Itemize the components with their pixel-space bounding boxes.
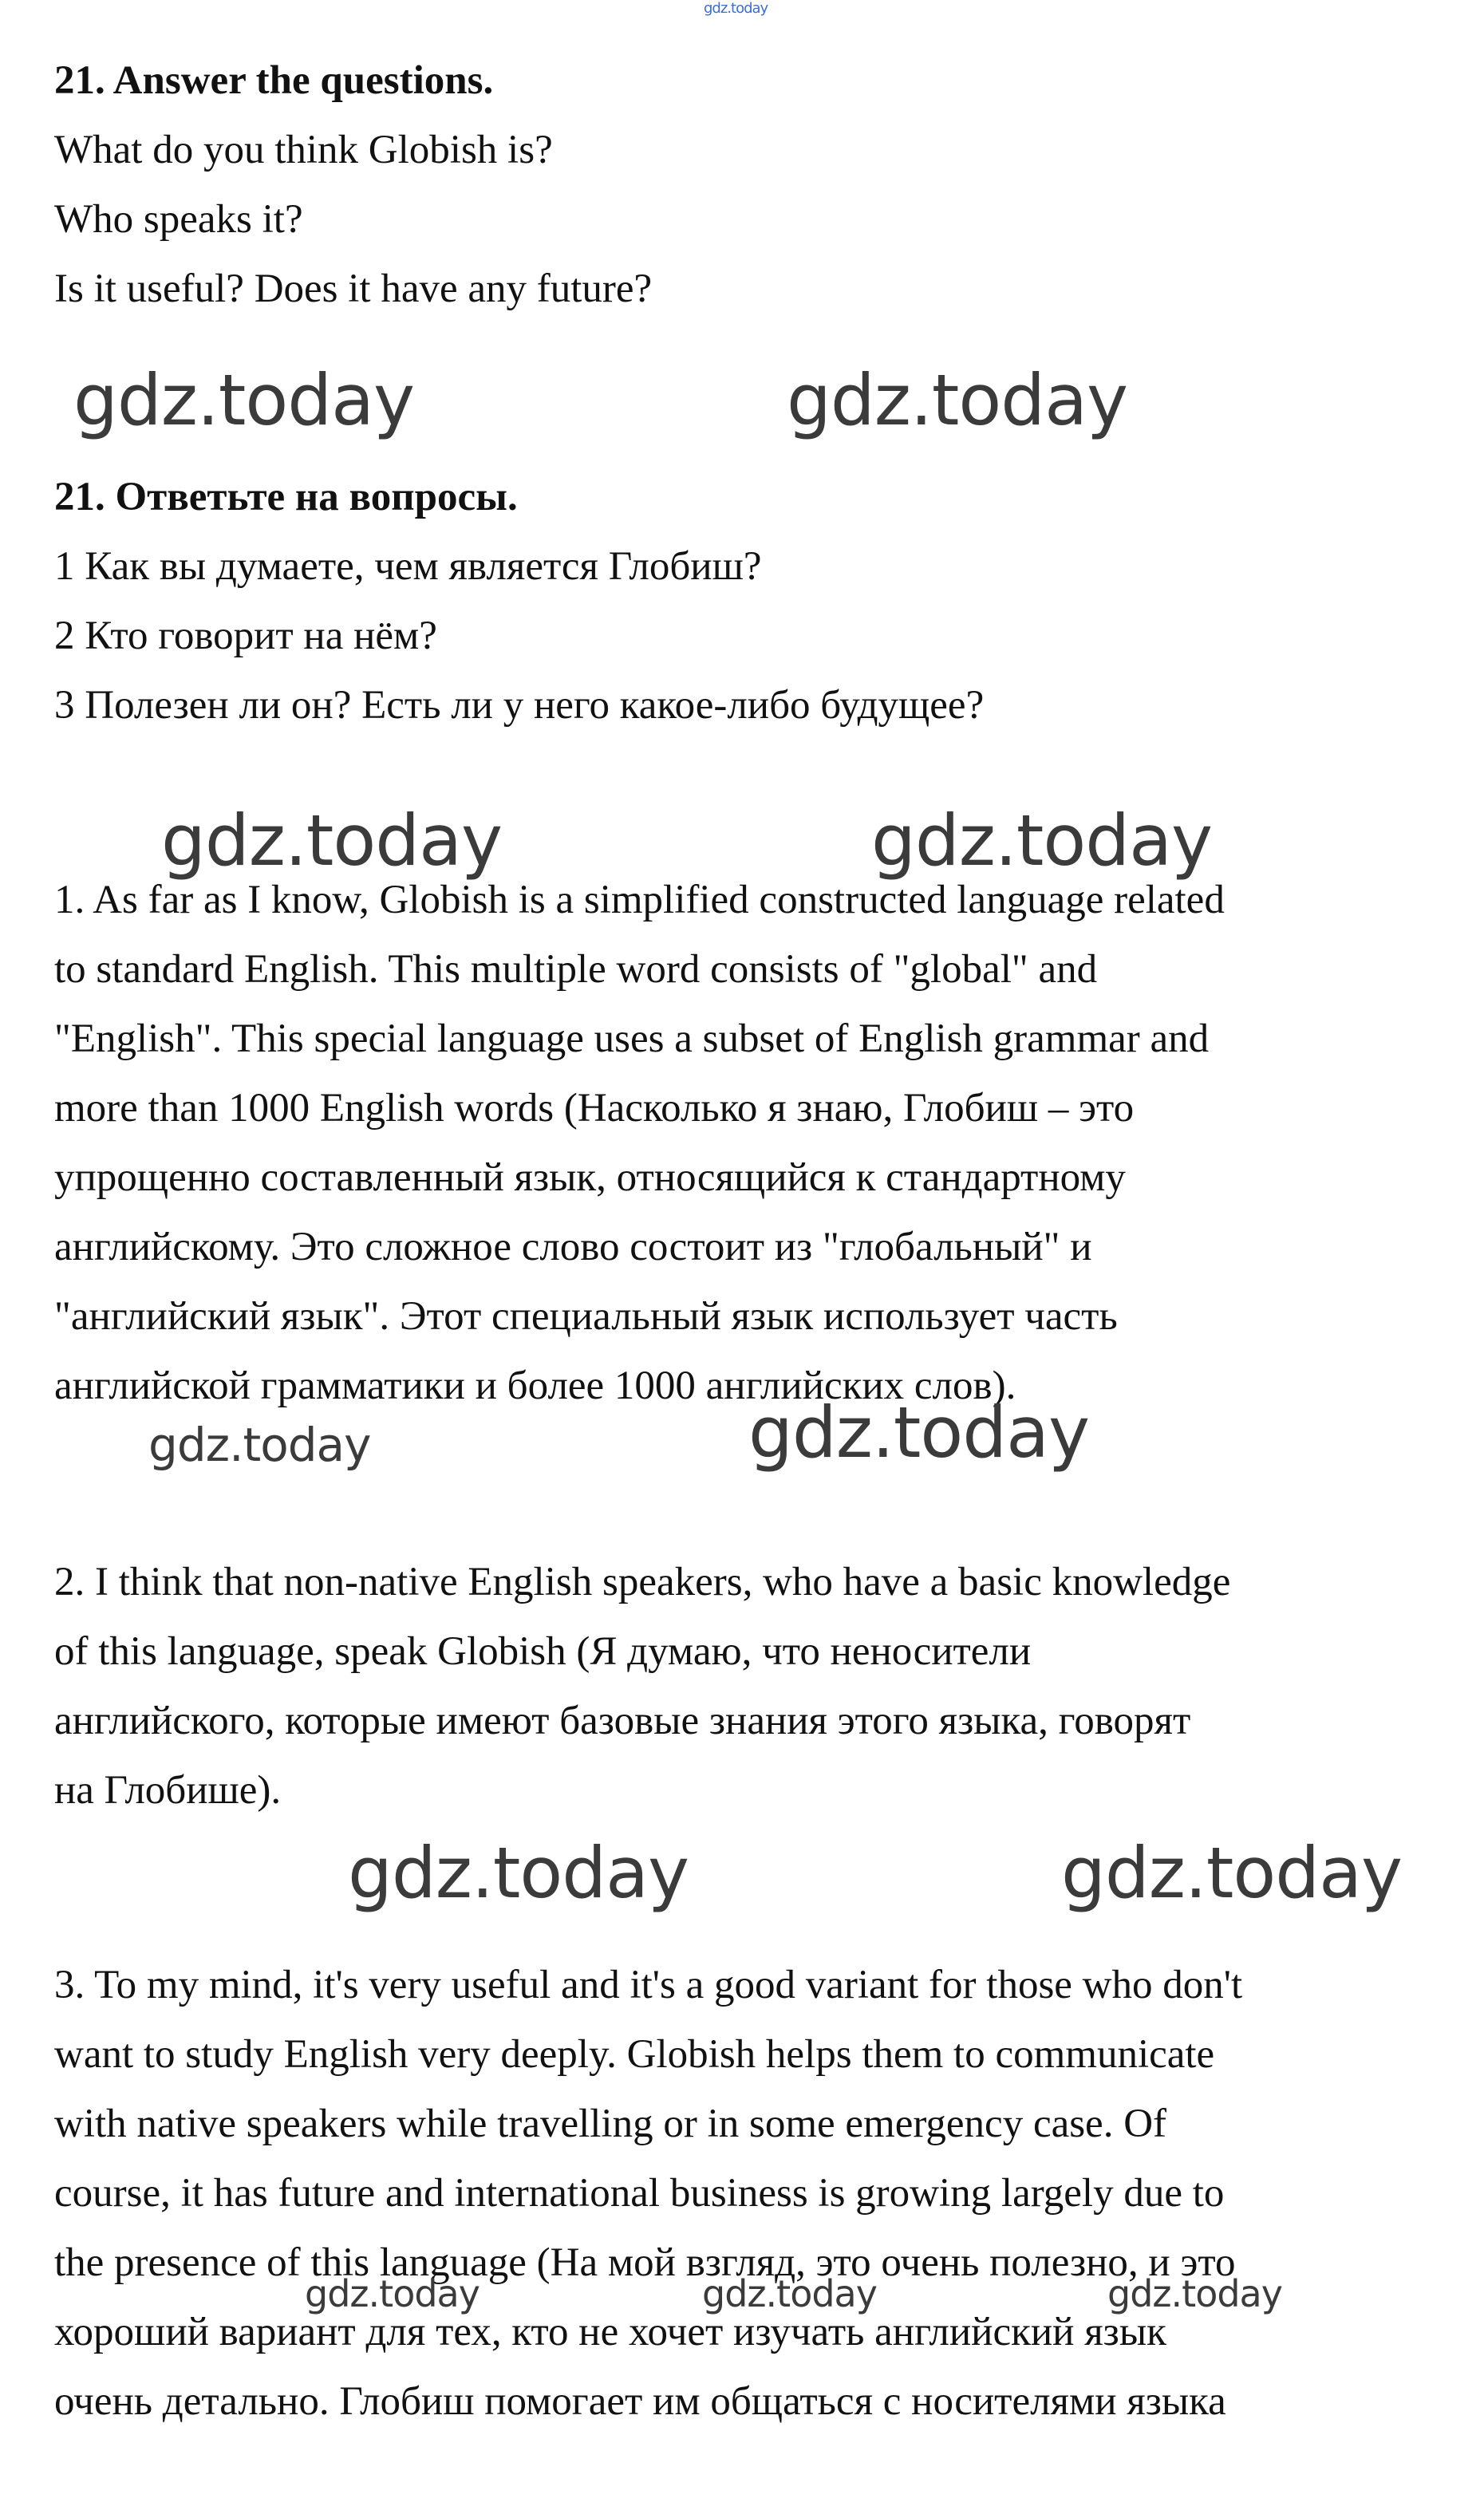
question-en-2: Who speaks it? <box>54 197 303 242</box>
answer2-line: на Глобише). <box>54 1768 282 1813</box>
answer3-line: 3. To my mind, it's very useful and it's a good variant for those who don't <box>54 1963 1243 2007</box>
answer3-line: with native speakers while travelling or in some emergency case. Of <box>54 2102 1167 2146</box>
question-ru-2: 2 Кто говорит на нём? <box>54 614 437 658</box>
watermark: gdz.today <box>702 2272 877 2315</box>
watermark: gdz.today <box>1061 1832 1403 1914</box>
answer3-line: хороший вариант для тех, кто не хочет изучать английский язык <box>54 2310 1166 2354</box>
answer1-line: "English". This special language uses a subset of English grammar and <box>54 1016 1210 1061</box>
question-ru-1: 1 Как вы думаете, чем является Глобиш? <box>54 544 762 589</box>
answer1-line: "английский язык". Этот специальный язык использует часть <box>54 1294 1118 1339</box>
watermark: gdz.today <box>787 359 1128 441</box>
answer1-line: to standard English. This multiple word consists of "global" and <box>54 947 1098 992</box>
answer3-line: the presence of this language (На мой взгляд, это очень полезно, и это <box>54 2240 1236 2285</box>
watermark: gdz.today <box>1107 2272 1282 2315</box>
watermark: gdz.today <box>348 1832 689 1914</box>
header-watermark: gdz.today <box>704 0 768 17</box>
answer3-line: want to study English very deeply. Globish helps them to communicate <box>54 2032 1215 2077</box>
answer3-line: course, it has future and international business is growing largely due to <box>54 2171 1225 2216</box>
answer1-line: 1. As far as I know, Globish is a simplified constructed language related <box>54 878 1225 922</box>
question-ru-3: 3 Полезен ли он? Есть ли у него какое-либо будущее? <box>54 683 985 728</box>
question-en-1: What do you think Globish is? <box>54 128 553 172</box>
answer1-line: упрощенно составленный язык, относящийся к стандартному <box>54 1155 1126 1200</box>
question-en-3: Is it useful? Does it have any future? <box>54 266 653 311</box>
watermark: gdz.today <box>73 359 415 441</box>
answer2-line: of this language, speak Globish (Я думаю, что неносители <box>54 1629 1032 1674</box>
task-title-ru: 21. Ответьте на вопросы. <box>54 475 518 519</box>
watermark: gdz.today <box>305 2272 480 2315</box>
watermark: gdz.today <box>748 1391 1090 1474</box>
answer1-line: английскому. Это сложное слово состоит из "глобальный" и <box>54 1225 1092 1269</box>
task-title-en: 21. Answer the questions. <box>54 58 494 103</box>
watermark: gdz.today <box>871 799 1213 882</box>
answer2-line: 2. I think that non-native English speakers, who have a basic knowledge <box>54 1560 1231 1604</box>
answer2-line: английского, которые имеют базовые знания этого языка, говорят <box>54 1699 1191 1743</box>
answer1-line: английской грамматики и более 1000 английских слов). <box>54 1364 1016 1408</box>
answer1-line: more than 1000 English words (Насколько я знаю, Глобиш – это <box>54 1086 1135 1131</box>
watermark: gdz.today <box>161 799 503 882</box>
watermark: gdz.today <box>148 1418 371 1472</box>
answer3-line: очень детально. Глобиш помогает им общаться с носителями языка <box>54 2379 1226 2424</box>
